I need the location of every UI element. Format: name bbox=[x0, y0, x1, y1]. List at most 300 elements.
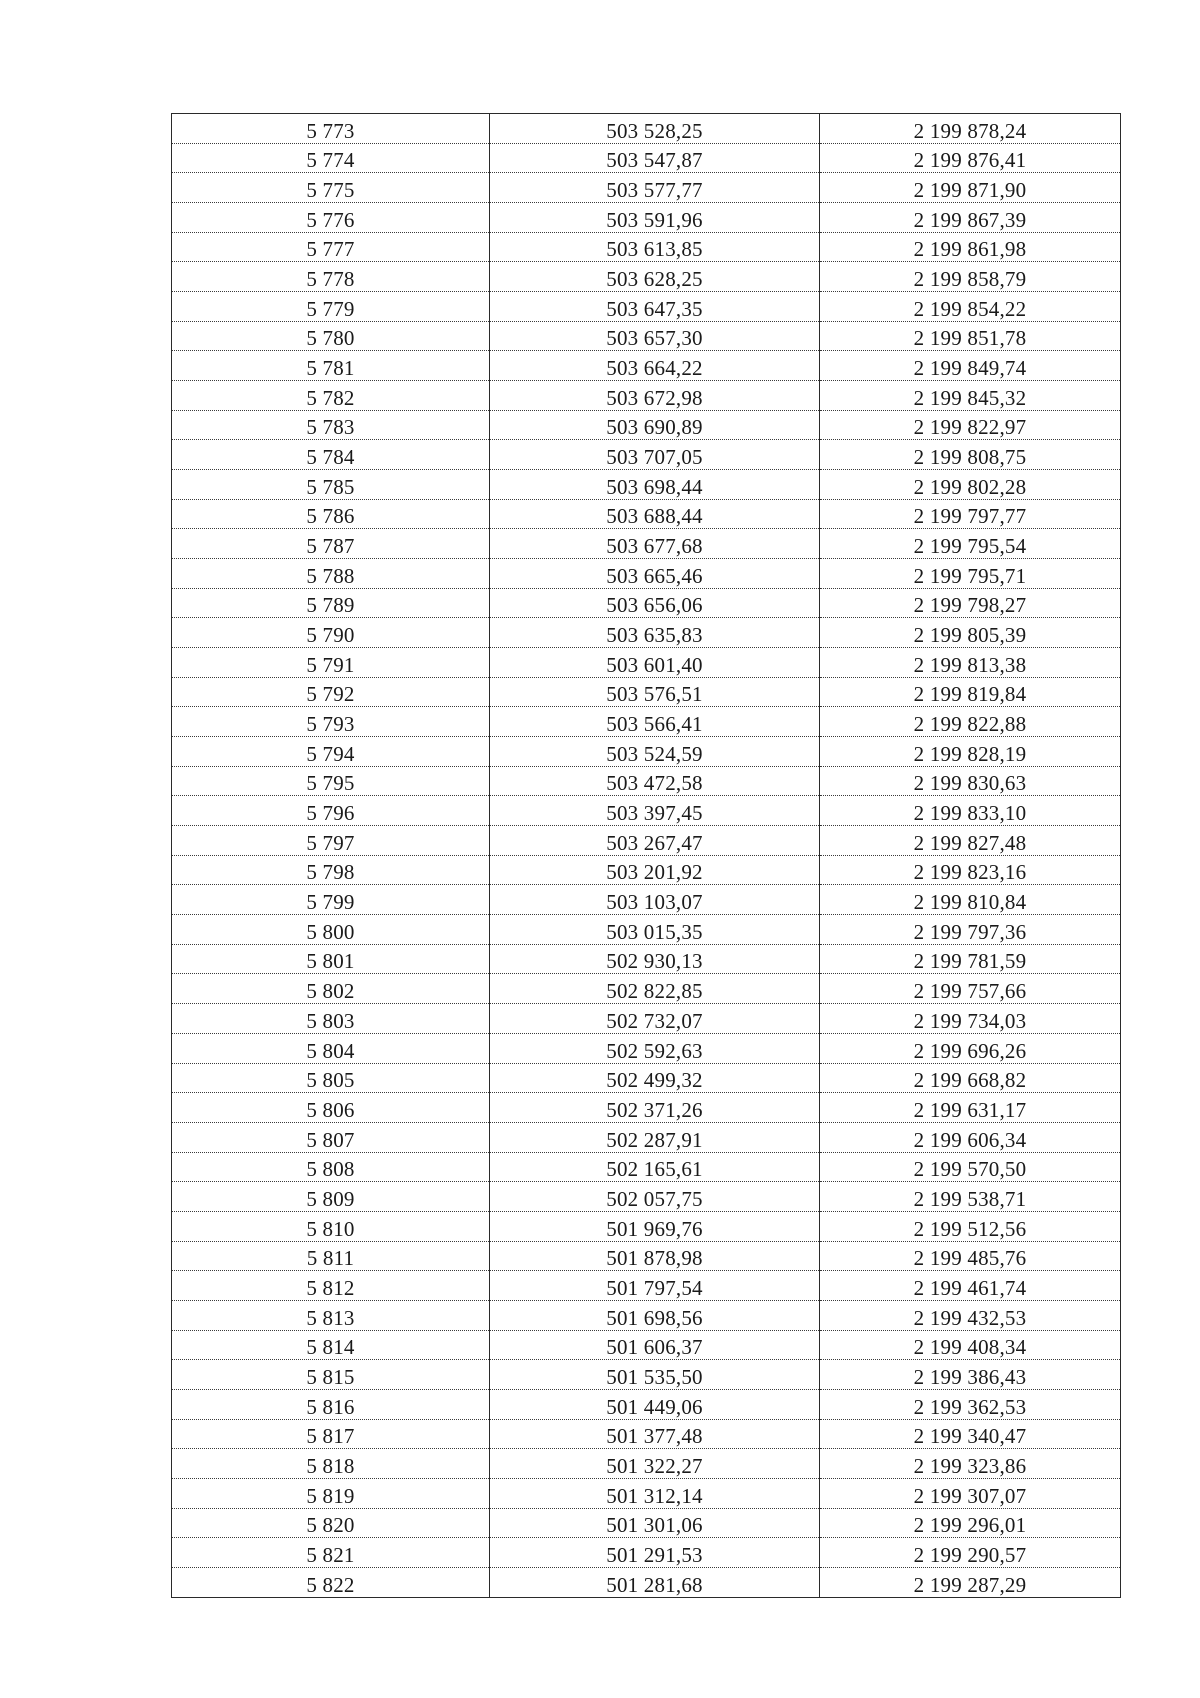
point-number-cell bbox=[172, 588, 490, 618]
x-coordinate-cell bbox=[490, 232, 820, 262]
cell-value: 2 199 795,71 bbox=[913, 563, 1027, 588]
x-coordinate-cell bbox=[490, 114, 820, 144]
cell-value: 5 778 bbox=[306, 267, 355, 292]
cell-value: 5 798 bbox=[306, 860, 355, 885]
cell-value: 2 199 795,54 bbox=[913, 534, 1027, 559]
table-row bbox=[172, 1360, 1121, 1390]
cell-value: 2 199 362,53 bbox=[913, 1394, 1027, 1419]
y-coordinate-cell bbox=[820, 944, 1121, 974]
cell-value: 2 199 822,88 bbox=[913, 712, 1027, 737]
table-row bbox=[172, 677, 1121, 707]
cell-value: 5 776 bbox=[306, 207, 355, 232]
y-coordinate-cell bbox=[820, 440, 1121, 470]
table-row bbox=[172, 796, 1121, 826]
cell-value: 502 287,91 bbox=[606, 1127, 703, 1152]
y-coordinate-cell bbox=[820, 1508, 1121, 1538]
table-row bbox=[172, 707, 1121, 737]
cell-value: 2 199 822,97 bbox=[913, 415, 1027, 440]
cell-value: 501 797,54 bbox=[606, 1275, 703, 1300]
x-coordinate-cell bbox=[490, 915, 820, 945]
cell-value: 2 199 808,75 bbox=[913, 445, 1027, 470]
y-coordinate-cell bbox=[820, 1093, 1121, 1123]
point-number-cell bbox=[172, 974, 490, 1004]
table-row bbox=[172, 499, 1121, 529]
cell-value: 5 782 bbox=[306, 385, 355, 410]
point-number-cell bbox=[172, 1241, 490, 1271]
table-row bbox=[172, 381, 1121, 411]
cell-value: 5 808 bbox=[306, 1157, 355, 1182]
cell-value: 2 199 340,47 bbox=[913, 1424, 1027, 1449]
table-row bbox=[172, 1004, 1121, 1034]
point-number-cell bbox=[172, 885, 490, 915]
cell-value: 5 793 bbox=[306, 712, 355, 737]
cell-value: 501 449,06 bbox=[606, 1394, 703, 1419]
table-row bbox=[172, 292, 1121, 322]
table-row bbox=[172, 470, 1121, 500]
x-coordinate-cell bbox=[490, 1419, 820, 1449]
cell-value: 5 812 bbox=[306, 1275, 355, 1300]
point-number-cell bbox=[172, 944, 490, 974]
cell-value: 503 613,85 bbox=[606, 237, 703, 262]
point-number-cell bbox=[172, 1567, 490, 1597]
y-coordinate-cell bbox=[820, 114, 1121, 144]
cell-value: 2 199 797,77 bbox=[913, 504, 1027, 529]
cell-value: 5 790 bbox=[306, 623, 355, 648]
point-number-cell bbox=[172, 470, 490, 500]
y-coordinate-cell bbox=[820, 292, 1121, 322]
cell-value: 2 199 386,43 bbox=[913, 1364, 1027, 1389]
cell-value: 5 773 bbox=[306, 118, 355, 143]
cell-value: 5 818 bbox=[306, 1453, 355, 1478]
x-coordinate-cell bbox=[490, 1122, 820, 1152]
table-row bbox=[172, 1538, 1121, 1568]
y-coordinate-cell bbox=[820, 381, 1121, 411]
point-number-cell bbox=[172, 292, 490, 322]
point-number-cell bbox=[172, 499, 490, 529]
table-row bbox=[172, 648, 1121, 678]
table-row bbox=[172, 203, 1121, 233]
table-row bbox=[172, 1271, 1121, 1301]
cell-value: 5 799 bbox=[306, 890, 355, 915]
cell-value: 2 199 668,82 bbox=[913, 1068, 1027, 1093]
cell-value: 2 199 871,90 bbox=[913, 178, 1027, 203]
cell-value: 5 821 bbox=[306, 1542, 355, 1567]
cell-value: 5 794 bbox=[306, 741, 355, 766]
table-row bbox=[172, 1122, 1121, 1152]
point-number-cell bbox=[172, 559, 490, 589]
cell-value: 2 199 802,28 bbox=[913, 474, 1027, 499]
cell-value: 501 322,27 bbox=[606, 1453, 703, 1478]
cell-value: 5 822 bbox=[306, 1572, 355, 1597]
table-row bbox=[172, 1182, 1121, 1212]
x-coordinate-cell bbox=[490, 1152, 820, 1182]
y-coordinate-cell bbox=[820, 1004, 1121, 1034]
table-row bbox=[172, 974, 1121, 1004]
y-coordinate-cell bbox=[820, 1241, 1121, 1271]
cell-value: 503 656,06 bbox=[606, 593, 703, 618]
point-number-cell bbox=[172, 796, 490, 826]
cell-value: 5 777 bbox=[306, 237, 355, 262]
cell-value: 5 811 bbox=[306, 1246, 355, 1271]
x-coordinate-cell bbox=[490, 1508, 820, 1538]
y-coordinate-cell bbox=[820, 1330, 1121, 1360]
table-row bbox=[172, 915, 1121, 945]
cell-value: 2 199 805,39 bbox=[913, 623, 1027, 648]
table-row bbox=[172, 173, 1121, 203]
y-coordinate-cell bbox=[820, 707, 1121, 737]
cell-value: 503 707,05 bbox=[606, 445, 703, 470]
point-number-cell bbox=[172, 915, 490, 945]
point-number-cell bbox=[172, 1152, 490, 1182]
cell-value: 501 312,14 bbox=[606, 1483, 703, 1508]
table-row bbox=[172, 1241, 1121, 1271]
coordinates-table bbox=[171, 113, 1121, 1598]
y-coordinate-cell bbox=[820, 915, 1121, 945]
x-coordinate-cell bbox=[490, 440, 820, 470]
point-number-cell bbox=[172, 1508, 490, 1538]
table-row bbox=[172, 618, 1121, 648]
y-coordinate-cell bbox=[820, 203, 1121, 233]
table-row bbox=[172, 1508, 1121, 1538]
cell-value: 2 199 819,84 bbox=[913, 682, 1027, 707]
cell-value: 2 199 849,74 bbox=[913, 356, 1027, 381]
cell-value: 5 814 bbox=[306, 1335, 355, 1360]
cell-value: 2 199 606,34 bbox=[913, 1127, 1027, 1152]
cell-value: 2 199 851,78 bbox=[913, 326, 1027, 351]
x-coordinate-cell bbox=[490, 796, 820, 826]
y-coordinate-cell bbox=[820, 559, 1121, 589]
cell-value: 5 805 bbox=[306, 1068, 355, 1093]
cell-value: 5 788 bbox=[306, 563, 355, 588]
point-number-cell bbox=[172, 618, 490, 648]
cell-value: 502 592,63 bbox=[606, 1038, 703, 1063]
table-row bbox=[172, 114, 1121, 144]
cell-value: 503 665,46 bbox=[606, 563, 703, 588]
point-number-cell bbox=[172, 1004, 490, 1034]
cell-value: 2 199 823,16 bbox=[913, 860, 1027, 885]
y-coordinate-cell bbox=[820, 499, 1121, 529]
y-coordinate-cell bbox=[820, 885, 1121, 915]
x-coordinate-cell bbox=[490, 1360, 820, 1390]
table-row bbox=[172, 737, 1121, 767]
point-number-cell bbox=[172, 648, 490, 678]
x-coordinate-cell bbox=[490, 292, 820, 322]
cell-value: 503 201,92 bbox=[606, 860, 703, 885]
y-coordinate-cell bbox=[820, 232, 1121, 262]
cell-value: 5 800 bbox=[306, 919, 355, 944]
x-coordinate-cell bbox=[490, 855, 820, 885]
point-number-cell bbox=[172, 529, 490, 559]
cell-value: 503 577,77 bbox=[606, 178, 703, 203]
cell-value: 2 199 876,41 bbox=[913, 148, 1027, 173]
cell-value: 2 199 798,27 bbox=[913, 593, 1027, 618]
y-coordinate-cell bbox=[820, 677, 1121, 707]
cell-value: 2 199 696,26 bbox=[913, 1038, 1027, 1063]
cell-value: 502 057,75 bbox=[606, 1186, 703, 1211]
point-number-cell bbox=[172, 1419, 490, 1449]
cell-value: 503 688,44 bbox=[606, 504, 703, 529]
x-coordinate-cell bbox=[490, 410, 820, 440]
x-coordinate-cell bbox=[490, 1330, 820, 1360]
cell-value: 2 199 830,63 bbox=[913, 771, 1027, 796]
y-coordinate-cell bbox=[820, 529, 1121, 559]
table-row bbox=[172, 232, 1121, 262]
x-coordinate-cell bbox=[490, 677, 820, 707]
cell-value: 2 199 570,50 bbox=[913, 1157, 1027, 1182]
point-number-cell bbox=[172, 826, 490, 856]
x-coordinate-cell bbox=[490, 470, 820, 500]
cell-value: 5 810 bbox=[306, 1216, 355, 1241]
cell-value: 2 199 307,07 bbox=[913, 1483, 1027, 1508]
cell-value: 5 786 bbox=[306, 504, 355, 529]
table-row bbox=[172, 855, 1121, 885]
x-coordinate-cell bbox=[490, 351, 820, 381]
cell-value: 2 199 833,10 bbox=[913, 801, 1027, 826]
cell-value: 501 535,50 bbox=[606, 1364, 703, 1389]
y-coordinate-cell bbox=[820, 173, 1121, 203]
x-coordinate-cell bbox=[490, 826, 820, 856]
y-coordinate-cell bbox=[820, 410, 1121, 440]
x-coordinate-cell bbox=[490, 1182, 820, 1212]
cell-value: 2 199 854,22 bbox=[913, 296, 1027, 321]
cell-value: 5 789 bbox=[306, 593, 355, 618]
point-number-cell bbox=[172, 1538, 490, 1568]
cell-value: 503 601,40 bbox=[606, 652, 703, 677]
y-coordinate-cell bbox=[820, 1211, 1121, 1241]
cell-value: 2 199 290,57 bbox=[913, 1542, 1027, 1567]
cell-value: 5 804 bbox=[306, 1038, 355, 1063]
y-coordinate-cell bbox=[820, 351, 1121, 381]
cell-value: 503 397,45 bbox=[606, 801, 703, 826]
y-coordinate-cell bbox=[820, 1182, 1121, 1212]
y-coordinate-cell bbox=[820, 974, 1121, 1004]
point-number-cell bbox=[172, 321, 490, 351]
table-row bbox=[172, 143, 1121, 173]
y-coordinate-cell bbox=[820, 855, 1121, 885]
point-number-cell bbox=[172, 677, 490, 707]
y-coordinate-cell bbox=[820, 1152, 1121, 1182]
cell-value: 2 199 861,98 bbox=[913, 237, 1027, 262]
table-row bbox=[172, 944, 1121, 974]
y-coordinate-cell bbox=[820, 1567, 1121, 1597]
cell-value: 2 199 461,74 bbox=[913, 1275, 1027, 1300]
table-row bbox=[172, 559, 1121, 589]
cell-value: 2 199 797,36 bbox=[913, 919, 1027, 944]
y-coordinate-cell bbox=[820, 1389, 1121, 1419]
cell-value: 502 732,07 bbox=[606, 1008, 703, 1033]
x-coordinate-cell bbox=[490, 1063, 820, 1093]
table-row bbox=[172, 1419, 1121, 1449]
cell-value: 5 787 bbox=[306, 534, 355, 559]
y-coordinate-cell bbox=[820, 1063, 1121, 1093]
table-row bbox=[172, 885, 1121, 915]
cell-value: 2 199 810,84 bbox=[913, 890, 1027, 915]
x-coordinate-cell bbox=[490, 618, 820, 648]
cell-value: 503 647,35 bbox=[606, 296, 703, 321]
y-coordinate-cell bbox=[820, 588, 1121, 618]
cell-value: 503 472,58 bbox=[606, 771, 703, 796]
table-row bbox=[172, 1093, 1121, 1123]
cell-value: 2 199 781,59 bbox=[913, 949, 1027, 974]
cell-value: 5 784 bbox=[306, 445, 355, 470]
cell-value: 501 606,37 bbox=[606, 1335, 703, 1360]
x-coordinate-cell bbox=[490, 262, 820, 292]
cell-value: 5 774 bbox=[306, 148, 355, 173]
x-coordinate-cell bbox=[490, 885, 820, 915]
table-row bbox=[172, 321, 1121, 351]
y-coordinate-cell bbox=[820, 1122, 1121, 1152]
table-row bbox=[172, 1330, 1121, 1360]
cell-value: 5 820 bbox=[306, 1513, 355, 1538]
table-row bbox=[172, 588, 1121, 618]
point-number-cell bbox=[172, 1033, 490, 1063]
table-row bbox=[172, 1567, 1121, 1597]
cell-value: 503 566,41 bbox=[606, 712, 703, 737]
cell-value: 2 199 485,76 bbox=[913, 1246, 1027, 1271]
table-row bbox=[172, 766, 1121, 796]
cell-value: 5 796 bbox=[306, 801, 355, 826]
cell-value: 502 822,85 bbox=[606, 979, 703, 1004]
x-coordinate-cell bbox=[490, 529, 820, 559]
x-coordinate-cell bbox=[490, 1033, 820, 1063]
cell-value: 503 628,25 bbox=[606, 267, 703, 292]
cell-value: 503 591,96 bbox=[606, 207, 703, 232]
table-row bbox=[172, 1449, 1121, 1479]
cell-value: 503 635,83 bbox=[606, 623, 703, 648]
cell-value: 503 672,98 bbox=[606, 385, 703, 410]
y-coordinate-cell bbox=[820, 737, 1121, 767]
cell-value: 503 677,68 bbox=[606, 534, 703, 559]
cell-value: 501 969,76 bbox=[606, 1216, 703, 1241]
y-coordinate-cell bbox=[820, 1360, 1121, 1390]
x-coordinate-cell bbox=[490, 944, 820, 974]
cell-value: 5 785 bbox=[306, 474, 355, 499]
x-coordinate-cell bbox=[490, 173, 820, 203]
table-body bbox=[172, 114, 1121, 1598]
y-coordinate-cell bbox=[820, 766, 1121, 796]
y-coordinate-cell bbox=[820, 1449, 1121, 1479]
cell-value: 5 779 bbox=[306, 296, 355, 321]
table-row bbox=[172, 262, 1121, 292]
x-coordinate-cell bbox=[490, 1300, 820, 1330]
cell-value: 503 664,22 bbox=[606, 356, 703, 381]
cell-value: 5 815 bbox=[306, 1364, 355, 1389]
cell-value: 5 791 bbox=[306, 652, 355, 677]
y-coordinate-cell bbox=[820, 470, 1121, 500]
cell-value: 5 780 bbox=[306, 326, 355, 351]
table-row bbox=[172, 1211, 1121, 1241]
cell-value: 5 817 bbox=[306, 1424, 355, 1449]
point-number-cell bbox=[172, 173, 490, 203]
point-number-cell bbox=[172, 707, 490, 737]
point-number-cell bbox=[172, 1300, 490, 1330]
x-coordinate-cell bbox=[490, 1241, 820, 1271]
cell-value: 5 816 bbox=[306, 1394, 355, 1419]
point-number-cell bbox=[172, 1389, 490, 1419]
cell-value: 503 524,59 bbox=[606, 741, 703, 766]
x-coordinate-cell bbox=[490, 1478, 820, 1508]
y-coordinate-cell bbox=[820, 648, 1121, 678]
x-coordinate-cell bbox=[490, 588, 820, 618]
y-coordinate-cell bbox=[820, 796, 1121, 826]
cell-value: 5 781 bbox=[306, 356, 355, 381]
point-number-cell bbox=[172, 1360, 490, 1390]
table-row bbox=[172, 440, 1121, 470]
x-coordinate-cell bbox=[490, 737, 820, 767]
cell-value: 501 281,68 bbox=[606, 1572, 703, 1597]
x-coordinate-cell bbox=[490, 143, 820, 173]
point-number-cell bbox=[172, 440, 490, 470]
cell-value: 2 199 827,48 bbox=[913, 830, 1027, 855]
cell-value: 2 199 757,66 bbox=[913, 979, 1027, 1004]
cell-value: 501 291,53 bbox=[606, 1542, 703, 1567]
x-coordinate-cell bbox=[490, 1389, 820, 1419]
cell-value: 2 199 858,79 bbox=[913, 267, 1027, 292]
cell-value: 5 775 bbox=[306, 178, 355, 203]
x-coordinate-cell bbox=[490, 499, 820, 529]
x-coordinate-cell bbox=[490, 321, 820, 351]
cell-value: 502 165,61 bbox=[606, 1157, 703, 1182]
table-row bbox=[172, 1033, 1121, 1063]
point-number-cell bbox=[172, 1478, 490, 1508]
point-number-cell bbox=[172, 1182, 490, 1212]
cell-value: 5 797 bbox=[306, 830, 355, 855]
point-number-cell bbox=[172, 203, 490, 233]
x-coordinate-cell bbox=[490, 707, 820, 737]
point-number-cell bbox=[172, 855, 490, 885]
cell-value: 5 813 bbox=[306, 1305, 355, 1330]
x-coordinate-cell bbox=[490, 1004, 820, 1034]
y-coordinate-cell bbox=[820, 618, 1121, 648]
cell-value: 5 783 bbox=[306, 415, 355, 440]
y-coordinate-cell bbox=[820, 1033, 1121, 1063]
cell-value: 2 199 828,19 bbox=[913, 741, 1027, 766]
y-coordinate-cell bbox=[820, 1419, 1121, 1449]
cell-value: 503 576,51 bbox=[606, 682, 703, 707]
cell-value: 2 199 538,71 bbox=[913, 1186, 1027, 1211]
point-number-cell bbox=[172, 1330, 490, 1360]
cell-value: 5 803 bbox=[306, 1008, 355, 1033]
cell-value: 503 528,25 bbox=[606, 118, 703, 143]
x-coordinate-cell bbox=[490, 766, 820, 796]
cell-value: 2 199 408,34 bbox=[913, 1335, 1027, 1360]
x-coordinate-cell bbox=[490, 559, 820, 589]
point-number-cell bbox=[172, 1211, 490, 1241]
cell-value: 2 199 296,01 bbox=[913, 1513, 1027, 1538]
cell-value: 2 199 878,24 bbox=[913, 118, 1027, 143]
x-coordinate-cell bbox=[490, 974, 820, 1004]
cell-value: 2 199 845,32 bbox=[913, 385, 1027, 410]
cell-value: 503 657,30 bbox=[606, 326, 703, 351]
table-row bbox=[172, 1389, 1121, 1419]
cell-value: 501 301,06 bbox=[606, 1513, 703, 1538]
cell-value: 2 199 867,39 bbox=[913, 207, 1027, 232]
table-row bbox=[172, 351, 1121, 381]
cell-value: 5 807 bbox=[306, 1127, 355, 1152]
cell-value: 5 806 bbox=[306, 1097, 355, 1122]
cell-value: 502 499,32 bbox=[606, 1068, 703, 1093]
cell-value: 5 802 bbox=[306, 979, 355, 1004]
cell-value: 2 199 432,53 bbox=[913, 1305, 1027, 1330]
cell-value: 5 809 bbox=[306, 1186, 355, 1211]
table-row bbox=[172, 826, 1121, 856]
cell-value: 502 371,26 bbox=[606, 1097, 703, 1122]
table-row bbox=[172, 529, 1121, 559]
x-coordinate-cell bbox=[490, 1093, 820, 1123]
x-coordinate-cell bbox=[490, 1211, 820, 1241]
cell-value: 2 199 734,03 bbox=[913, 1008, 1027, 1033]
point-number-cell bbox=[172, 1093, 490, 1123]
